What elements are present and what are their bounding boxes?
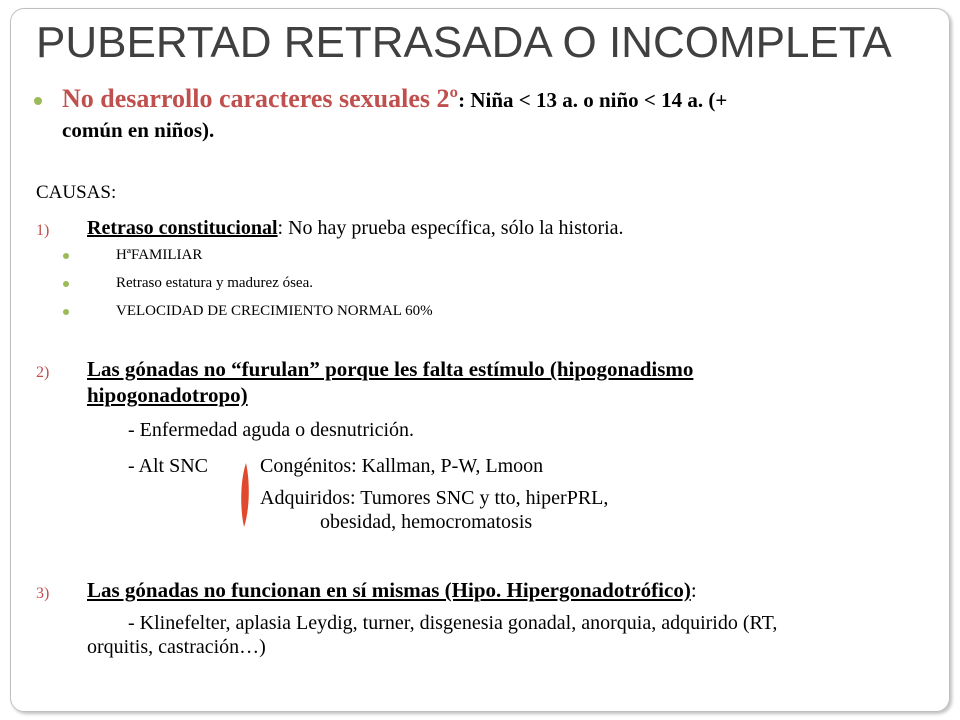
cause-3-tail: : bbox=[690, 578, 697, 602]
cause-2-heading-line-2: hipogonadotropo) bbox=[87, 383, 248, 407]
cause-1-number: 1) bbox=[36, 222, 50, 239]
intro-line-1 bbox=[62, 84, 727, 114]
cause-3-number: 3) bbox=[36, 585, 50, 602]
cause-2-congenitos: Congénitos: Kallman, P-W, Lmoon bbox=[260, 455, 544, 477]
cause-1-line bbox=[87, 217, 624, 240]
cause-2-snc: - Alt SNC bbox=[128, 455, 209, 477]
cause-2-aguda: - Enfermedad aguda o desnutrición. bbox=[128, 419, 415, 441]
causas-label: CAUSAS: bbox=[36, 182, 117, 203]
red-brace-icon bbox=[236, 461, 256, 529]
cause-2-adquiridos-line-1: Adquiridos: Tumores SNC y tto, hiperPRL, bbox=[260, 487, 609, 509]
cause-1-bullet-2-icon bbox=[63, 281, 69, 287]
cause-2-number: 2) bbox=[36, 364, 50, 381]
cause-1-bullet-3-icon bbox=[63, 309, 69, 315]
cause-3-heading: Las gónadas no funcionan en sí mismas (Hipo. Hipergonadotrófico) bbox=[87, 578, 691, 602]
cause-1-bullet-3: VELOCIDAD DE CRECIMIENTO NORMAL 60% bbox=[116, 303, 433, 319]
cause-1-bullet-1-icon bbox=[63, 253, 69, 259]
cause-3-line-1: - Klinefelter, aplasia Leydig, turner, disgenesia gonadal, anorquia, adquirido (RT, bbox=[128, 612, 778, 634]
cause-1-tail: : No hay prueba específica, sólo la historia. bbox=[277, 217, 624, 239]
cause-2-heading-line-1: Las gónadas no “furulan” porque les falta estímulo (hipogonadismo bbox=[87, 357, 694, 381]
cause-1-bullet-1: HªFAMILIAR bbox=[116, 247, 203, 263]
cause-3-line bbox=[87, 578, 697, 603]
cause-2-adquiridos-line-2: obesidad, hemocromatosis bbox=[320, 511, 533, 533]
intro-line-2: común en niños). bbox=[62, 118, 215, 142]
slide-title: PUBERTAD RETRASADA O INCOMPLETA bbox=[36, 18, 892, 67]
cause-3-line-2: orquitis, castración…) bbox=[87, 636, 266, 658]
cause-1-bullet-2: Retraso estatura y madurez ósea. bbox=[116, 275, 313, 291]
cause-1-heading: Retraso constitucional bbox=[87, 217, 278, 239]
intro-rest: : Niña < 13 a. o niño < 14 a. (+ bbox=[458, 88, 728, 112]
intro-lead: No desarrollo caracteres sexuales 2º bbox=[62, 84, 459, 113]
intro-bullet-icon bbox=[34, 97, 42, 105]
